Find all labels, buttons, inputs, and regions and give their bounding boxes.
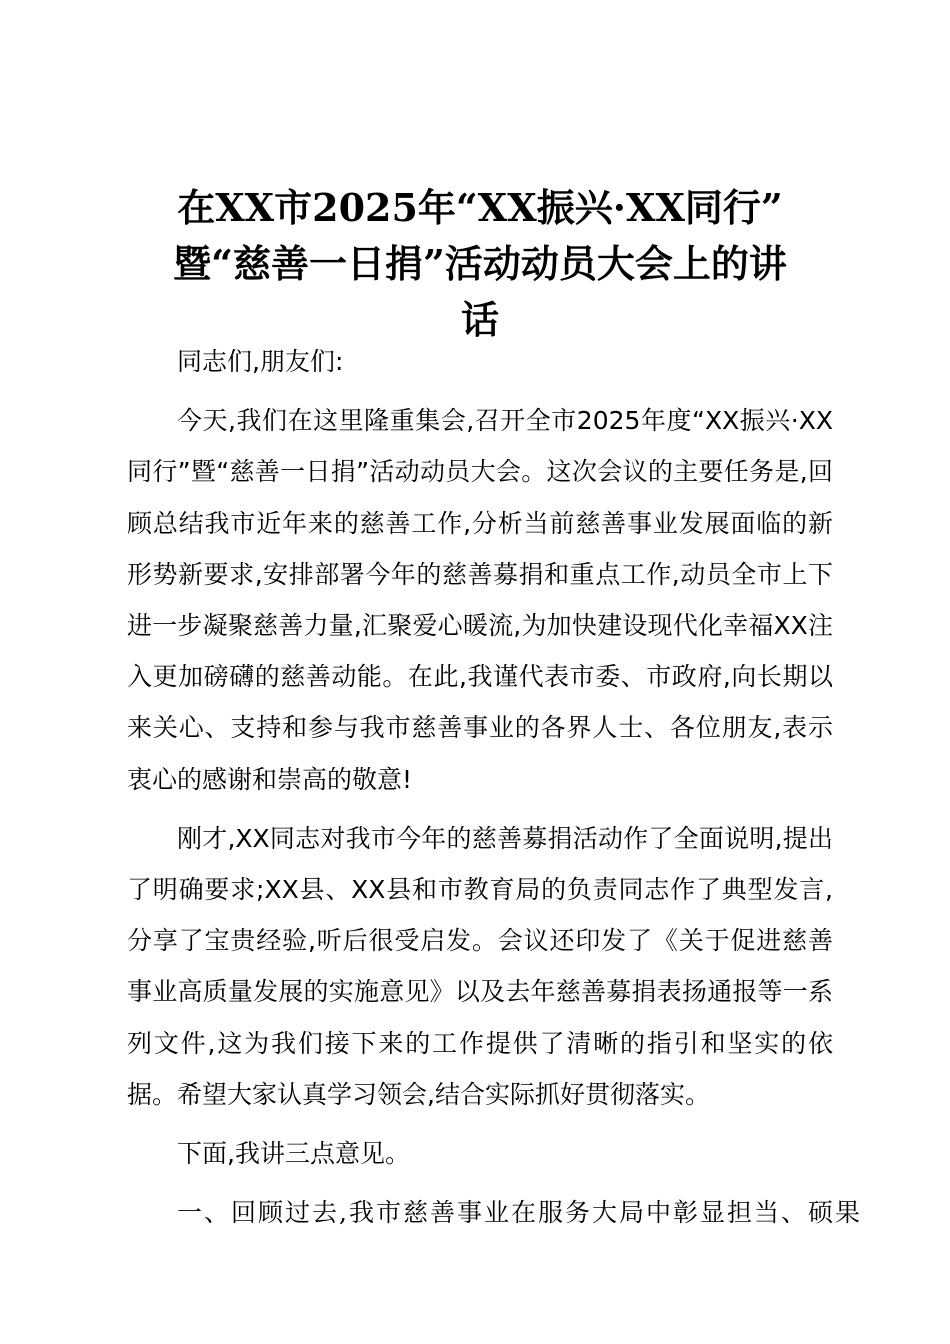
salutation: 同志们,朋友们: (177, 347, 344, 376)
title-line: 话 (460, 297, 499, 342)
body-paragraph: 刚才,XX同志对我市今年的慈善募捐活动作了全面说明,提出了明确要求;XX县、XX县和市教育局的负责同志作了典型发言,分享了宝贵经验,听后很受启发。会议还印发了《关于促进慈善事业高质量发展的实施意见》以及去年慈善募捐表扬通报等一系列文件,这为我们接下来的工作提供了清晰的指引和坚实的依据。希望大家认真学习领会,结合实际抓好贯彻落实。 (127, 823, 833, 1109)
body-paragraph: 今天,我们在这里隆重集会,召开全市2025年度“XX振兴·XX同行”暨“慈善一日捐”活动动员大会。这次会议的主要任务是,回顾总结我市近年来的慈善工作,分析当前慈善事业发展面临的新形势新要求,安排部署今年的慈善募捐和重点工作,动员全市上下进一步凝聚慈善力量,汇聚爱心暖流,为加快建设现代化幸福XX注入更加磅礴的慈善动能。在此,我谨代表市委、市政府,向长期以来关心、支持和参与我市慈善事业的各界人士、各位朋友,表示衷心的感谢和崇高的敬意! (127, 406, 833, 794)
title-line: 暨“慈善一日捐”活动动员大会上的讲 (173, 241, 787, 286)
document-body (127, 336, 862, 1246)
title-line: 在XX市2025年“XX振兴·XX同行” (177, 185, 783, 230)
section-heading: 一、回顾过去,我市慈善事业在服务大局中彰显担当、硕果 (177, 1198, 862, 1228)
document-title (120, 180, 840, 348)
body-paragraph: 下面,我讲三点意见。 (177, 1139, 410, 1169)
